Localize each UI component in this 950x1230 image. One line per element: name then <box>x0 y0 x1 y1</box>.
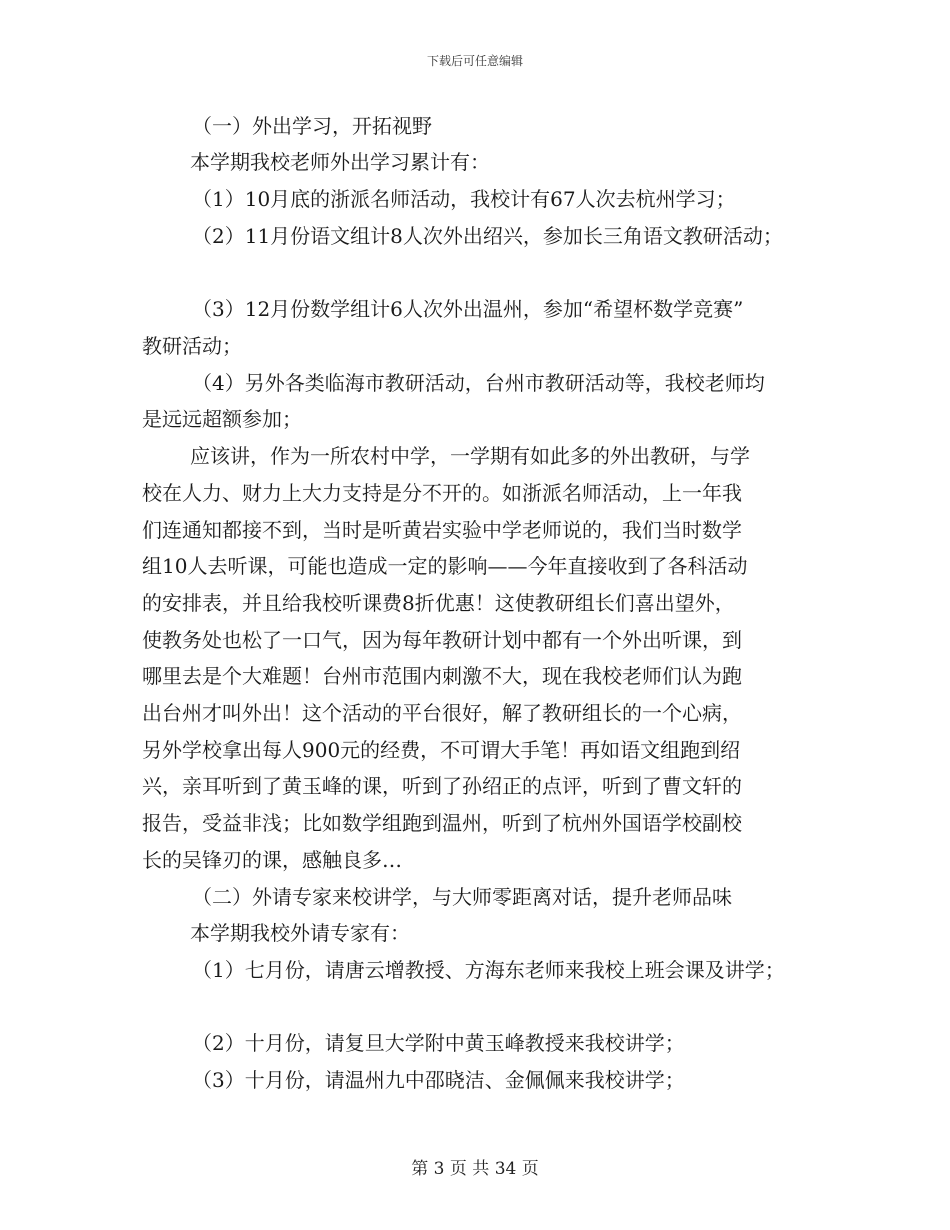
paragraph-line: 是远远超额参加； <box>142 407 302 431</box>
list-item: （4）另外各类临海市教研活动，台州市教研活动等，我校老师均 <box>192 371 765 395</box>
paragraph-line: 教研活动； <box>142 334 242 358</box>
paragraph-line: 本学期我校老师外出学习累计有： <box>190 150 490 174</box>
paragraph-line: 使教务处也松了一口气，因为每年教研计划中都有一个外出听课，到 <box>142 628 742 652</box>
paragraph-line: 组10人去听课，可能也造成一定的影响——今年直接收到了各科活动 <box>142 554 748 578</box>
paragraph-line: 出台州才叫外出！这个活动的平台很好，解了教研组长的一个心病， <box>142 701 742 725</box>
paragraph-line: 校在人力、财力上大力支持是分不开的。如浙派名师活动，上一年我 <box>142 481 742 505</box>
section-heading-1: （一）外出学习，开拓视野 <box>192 114 432 138</box>
list-item: （3）12月份数学组计6人次外出温州，参加“希望杯数学竞赛” <box>192 297 744 321</box>
paragraph-line: 哪里去是个大难题！台州市范围内刺激不大，现在我校老师们认为跑 <box>142 664 742 688</box>
list-item: （1）10月底的浙派名师活动，我校计有67人次去杭州学习； <box>192 187 736 211</box>
paragraph-line: 本学期我校外请专家有： <box>190 921 410 945</box>
page-header: 下载后可任意编辑 <box>426 54 523 68</box>
list-item: （2）十月份，请复旦大学附中黄玉峰教授来我校讲学； <box>192 1031 685 1055</box>
paragraph-line: 长的吴锋刃的课，感触良多… <box>142 848 402 872</box>
paragraph-line: 报告，受益非浅；比如数学组跑到温州，听到了杭州外国语学校副校 <box>142 811 742 835</box>
list-item: （2）11月份语文组计8人次外出绍兴，参加长三角语文教研活动； <box>192 224 783 248</box>
paragraph-line: 兴，亲耳听到了黄玉峰的课，听到了孙绍正的点评，听到了曹文轩的 <box>142 774 742 798</box>
paragraph-line: 们连通知都接不到，当时是听黄岩实验中学老师说的，我们当时数学 <box>142 518 742 542</box>
paragraph-line: 的安排表，并且给我校听课费8折优惠！这使教研组长们喜出望外， <box>142 591 735 615</box>
list-item: （1）七月份，请唐云增教授、方海东老师来我校上班会课及讲学； <box>192 958 785 982</box>
section-heading-2: （二）外请专家来校讲学，与大师零距离对话，提升老师品味 <box>192 885 732 909</box>
page-footer: 第 3 页 共 34 页 <box>411 1159 539 1179</box>
paragraph-line: 应该讲，作为一所农村中学，一学期有如此多的外出教研，与学 <box>190 444 750 468</box>
paragraph-line: 另外学校拿出每人900元的经费，不可谓大手笔！再如语文组跑到绍 <box>142 738 741 762</box>
list-item: （3）十月份，请温州九中邵晓洁、金佩佩来我校讲学； <box>192 1068 685 1092</box>
